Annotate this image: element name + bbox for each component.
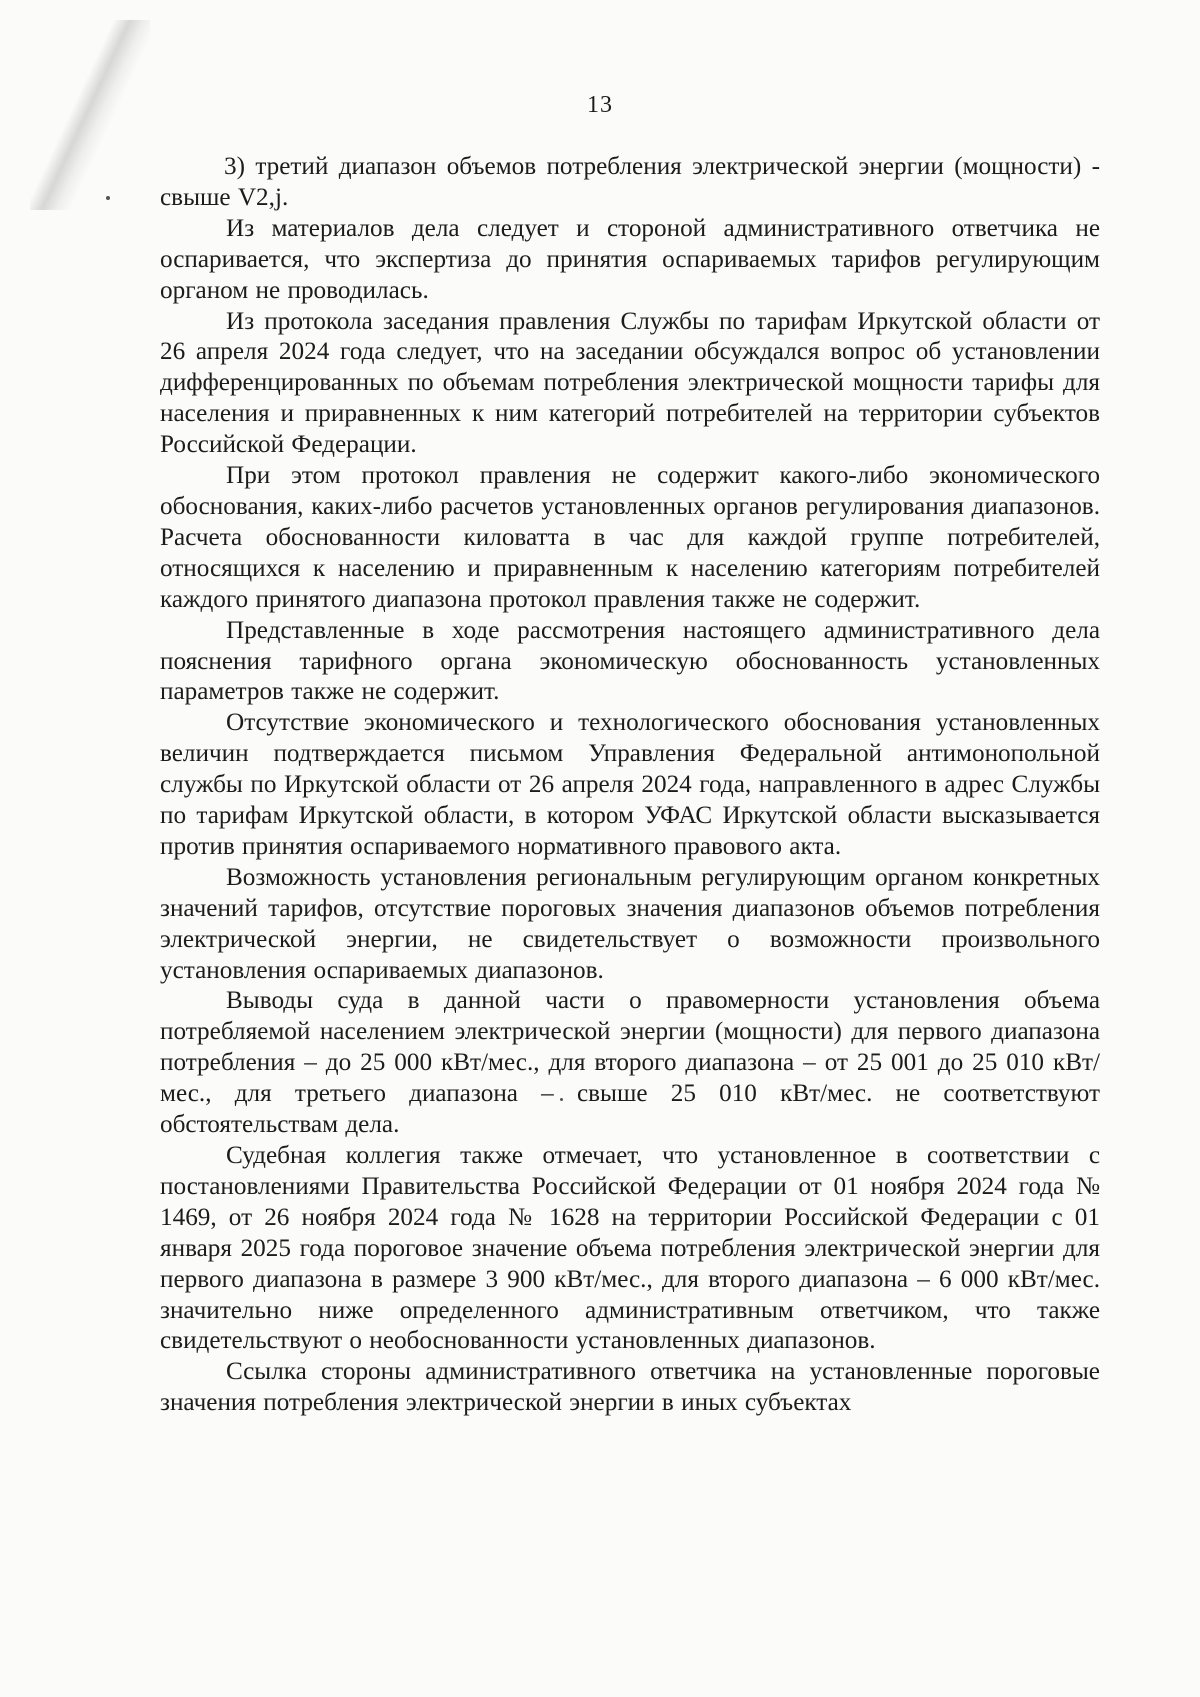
paragraph-1: 3) третий диапазон объемов потребления электрической энергии (мощности) - свыше V2,j. — [160, 153, 1100, 211]
paragraph-9: Судебная коллегия также отмечает, что установленное в соответствии с постановлениями Правительства Российской Федерации от 01 ноября 2024 года № 1469, от 26 ноября 2024 года № 1628 на территории Российской Федерации с 01 января 2025 года пороговое значение объема потребления электрической энергии для первого диапазона в размере 3 900 кВт/мес., для второго диапазона – 6 000 кВт/мес. значительно ниже определенного административным ответчиком, что также свидетельствуют о необоснованности установленных диапазонов. — [160, 1142, 1100, 1355]
paragraph-8: Выводы суда в данной части о правомерности установления объема потребляемой населением электрической энергии (мощности) для первого диапазона потребления – до 25 000 кВт/мес., для второго диапазона – от 25 001 до 25 010 кВт/мес., для третьего диапазона – свыше 25 010 кВт/мес. не соответствуют обстоятельствам дела. — [160, 987, 1100, 1139]
scan-speck — [106, 196, 110, 200]
document-body — [160, 152, 1100, 1419]
page-number: 13 — [587, 92, 613, 118]
paragraph-6: Отсутствие экономического и технологического обоснования установленных величин подтверждается письмом Управления Федеральной антимонопольной службы по Иркутской области от 26 апреля 2024 года, направленного в адрес Службы по тарифам Иркутской области, в котором УФАС Иркутской области высказывается против принятия оспариваемого нормативного правового акта. — [160, 709, 1100, 860]
paragraph-10: Ссылка стороны административного ответчика на установленные пороговые значения потребления электрической энергии в иных субъектах — [160, 1358, 1100, 1417]
paragraph-7: Возможность установления региональным регулирующим органом конкретных значений тарифов, отсутствие пороговых значения диапазонов объемов потребления электрической энергии, не свидетельствует о возможности произвольного установления оспариваемых диапазонов. — [160, 863, 1100, 984]
paragraph-4: При этом протокол правления не содержит какого-либо экономического обоснования, каких-либо расчетов установленных органов регулирования диапазонов. Расчета обоснованности киловатта в час для каждой группе потребителей, относящихся к населению и приравненным к населению категориям потребителей каждого принятого диапазона протокол правления также не содержит. — [160, 462, 1100, 613]
paragraph-3: Из протокола заседания правления Службы по тарифам Иркутской области от 26 апреля 2024 года следует, что на заседании обсуждался вопрос об установлении дифференцированных по объемам потребления электрической мощности тарифы для населения и приравненных к ним категорий потребителей на территории субъектов Российской Федерации. — [160, 307, 1100, 459]
paragraph-2: Из материалов дела следует и стороной административного ответчика не оспаривается, что экспертиза до принятия оспариваемых тарифов регулирующим органом не проводилась. — [160, 214, 1100, 304]
paragraph-5: Представленные в ходе рассмотрения настоящего административного дела пояснения тарифного органа экономическую обоснованность установленных параметров также не содержит. — [160, 616, 1100, 706]
